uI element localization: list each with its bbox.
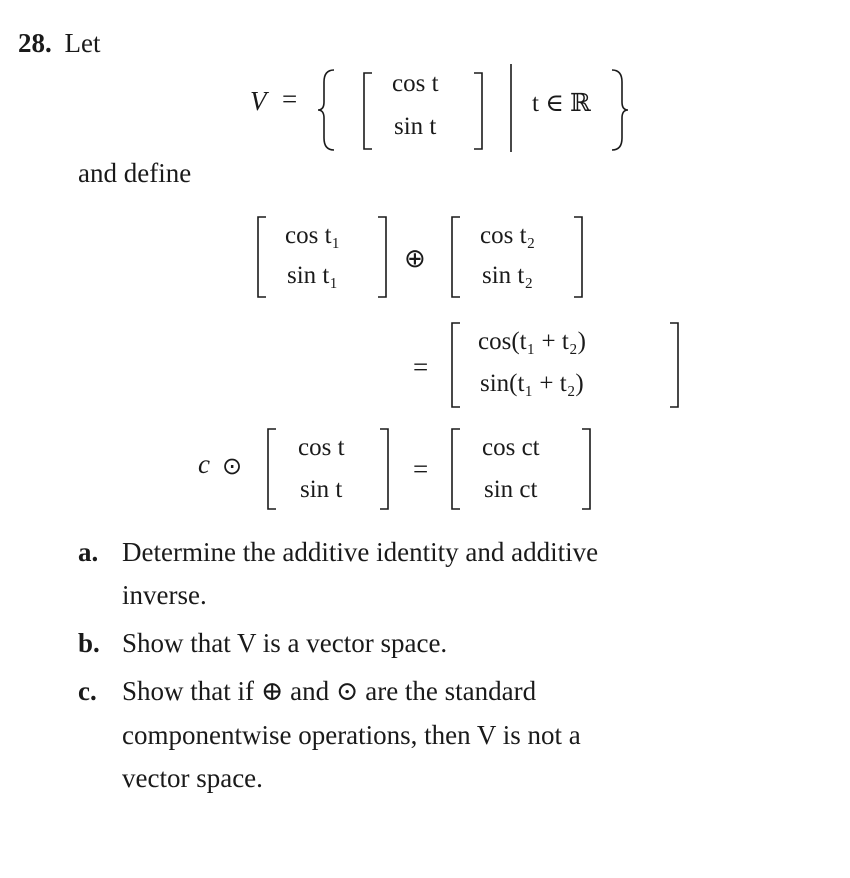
scalar-v-bottom: sin t — [300, 476, 343, 503]
right-bracket-icon — [668, 322, 680, 408]
part-text: Show that if ⊕ and ⊙ are the standard — [122, 676, 537, 706]
left-bracket-icon — [450, 322, 462, 408]
problem-intro: Let — [64, 28, 101, 58]
left-bracket-icon — [450, 428, 462, 510]
part-label: c. — [78, 676, 97, 706]
add-v1-bottom: sin t₁ — [287, 262, 339, 289]
left-bracket-icon — [266, 428, 278, 510]
left-bracket-icon — [362, 72, 374, 150]
right-bracket-icon — [378, 428, 390, 510]
right-bracket-icon — [580, 428, 592, 510]
left-bracket-icon — [256, 216, 268, 298]
scalar-result-top: cos ct — [482, 434, 540, 461]
add-eq: = — [413, 352, 429, 382]
odot-icon: ⊙ — [222, 452, 243, 480]
right-bracket-icon — [472, 72, 484, 150]
left-bracket-icon — [450, 216, 462, 298]
set-condition: t ∈ ℝ — [532, 90, 591, 117]
scalar-c: c — [198, 449, 210, 479]
part-text: Determine the additive identity and additive — [122, 537, 599, 567]
set-eq: = — [282, 84, 298, 114]
problem-header — [18, 28, 100, 59]
left-brace-icon — [316, 68, 338, 152]
right-bracket-icon — [572, 216, 584, 298]
scalar-result-bottom: sin ct — [484, 476, 538, 503]
right-brace-icon — [608, 68, 630, 152]
add-v1-top: cos t₁ — [285, 222, 341, 249]
right-bracket-icon — [376, 216, 388, 298]
add-result-top: cos(t₁ + t₂) — [478, 328, 586, 355]
part-text: Show that V is a vector space. — [122, 628, 448, 658]
problem-number: 28. — [18, 28, 52, 58]
add-v2-top: cos t₂ — [480, 222, 536, 249]
set-lhs: V — [250, 86, 267, 116]
set-vector-bottom: sin t — [394, 113, 437, 140]
part-text: inverse. — [122, 580, 207, 610]
part-label: a. — [78, 537, 99, 567]
scalar-v-top: cos t — [298, 434, 345, 461]
set-separator-icon — [509, 62, 513, 154]
part-text: vector space. — [122, 763, 263, 793]
define-text: and define — [78, 158, 192, 188]
add-v2-bottom: sin t₂ — [482, 262, 534, 289]
set-vector-top: cos t — [392, 70, 439, 97]
part-label: b. — [78, 628, 100, 658]
scalar-eq: = — [413, 454, 429, 484]
oplus-icon: ⊕ — [404, 244, 426, 274]
add-result-bottom: sin(t₁ + t₂) — [480, 370, 584, 397]
part-text: componentwise operations, then V is not a — [122, 720, 581, 750]
